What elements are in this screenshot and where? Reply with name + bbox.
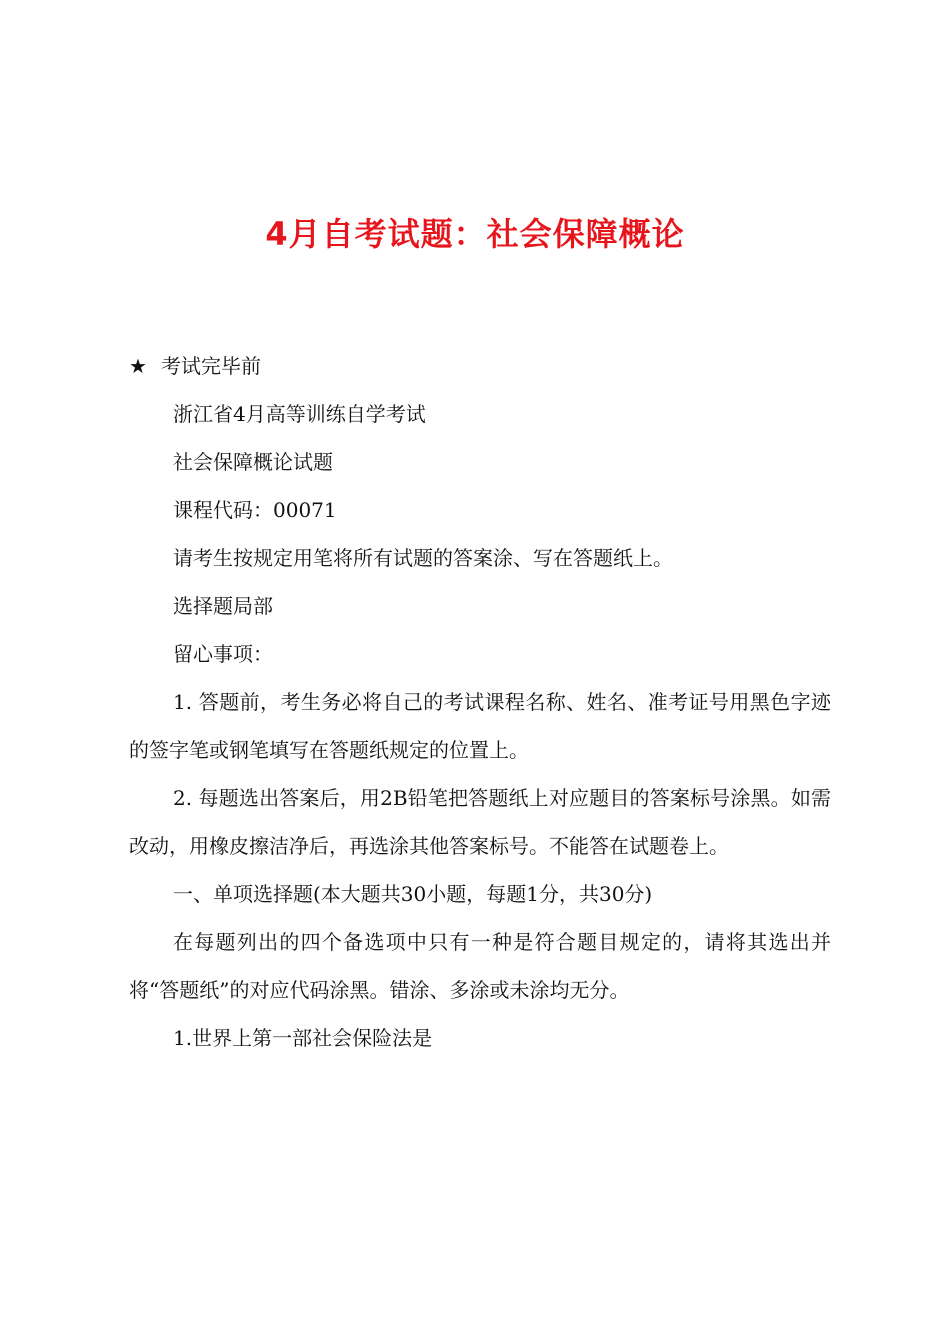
answer-instruction: 请考生按规定用笔将所有试题的答案涂、写在答题纸上。 — [173, 546, 673, 570]
question-section-instruction: 在每题列出的四个备选项中只有一种是符合题目规定的，请将其选出并将“答题纸”的对应代码涂黑。错涂、多涂或未涂均无分。 — [129, 930, 831, 1002]
notes-heading: 留心事项： — [173, 642, 273, 666]
star-icon: ★ — [129, 354, 147, 378]
document-body — [129, 342, 831, 1062]
exam-status-text: 考试完毕前 — [161, 354, 261, 378]
question-section-heading: 一、单项选择题(本大题共30小题，每题1分，共30分) — [173, 882, 653, 906]
paper-title: 社会保障概论试题 — [173, 450, 333, 474]
exam-status-line — [129, 342, 831, 390]
section-heading: 选择题局部 — [173, 594, 273, 618]
course-code: 课程代码：00071 — [173, 498, 337, 522]
note-item-2: 2. 每题选出答案后，用2B铅笔把答题纸上对应题目的答案标号涂黑。如需改动，用橡皮擦洁净后，再选涂其他答案标号。不能答在试题卷上。 — [129, 786, 831, 858]
question-1: 1.世界上第一部社会保险法是 — [173, 1026, 433, 1050]
note-item-1: 1. 答题前，考生务必将自己的考试课程名称、姓名、准考证号用黑色字迹的签字笔或钢笔填写在答题纸规定的位置上。 — [129, 690, 831, 762]
exam-name: 浙江省4月高等训练自学考试 — [173, 402, 426, 426]
document-title: 4月自考试题：社会保障概论 — [265, 215, 685, 253]
